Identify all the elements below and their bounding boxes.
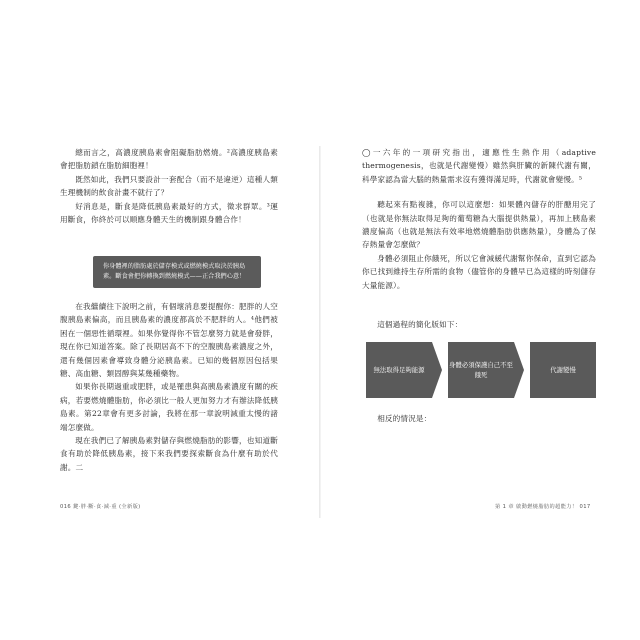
left-page-continued	[60, 300, 278, 474]
flow-step-protect-self: 身體必須保護自己不至餓死	[448, 342, 514, 398]
left-paragraph: 在我繼續往下說明之前，有個壞消息要提醒你：肥胖的人空腹胰島素偏高，而且胰島素的濃度都高於不肥胖的人。⁴他們被困在一個惡性循環裡。如果你覺得你不管怎麼努力就是會發胖，現在你已知道答案。除了長期居高不下的空腹胰島素濃度之外，還有幾個因素會導致身體分泌胰島素。已知的幾個原因包括果糖、高血糖、類固醇與某幾種藥物。	[60, 302, 278, 379]
left-paragraph: 既然如此，我們只要設計一套配合（而不是違逆）這種人類生理機制的飲食計畫不就行了？	[60, 174, 278, 198]
right-paragraph: ◯一六年的一項研究指出，適應性生熱作用（adaptive thermogenesis，也就是代謝變慢）雖然與肝臟的新陳代謝有關，科學家認為當大腦的熱量需求沒有獲得滿足時，代謝就會變慢。⁵	[362, 148, 596, 184]
flow-arrow-icon	[432, 342, 442, 398]
closing-line: 相反的情況是：	[377, 414, 432, 423]
right-paragraph: 身體必須阻止你餓死，所以它會減緩代謝幫你保命，直到它認為你已找到維持生存所需的食物（儘管你的身體早已為這樣的時刻儲存大量能源）。	[362, 253, 596, 290]
left-page	[60, 146, 278, 226]
right-page	[362, 146, 596, 292]
book-spine	[319, 146, 321, 518]
flow-arrow-icon	[514, 342, 524, 398]
highlight-callout: 你身體裡的脂肪處於儲存模式或燃燒模式取決於胰島素。斷食會把你轉換到燃燒模式——正合我們心意！	[93, 256, 261, 288]
left-paragraph: 總而言之，高濃度胰島素會阻礙脂肪燃燒。²高濃度胰島素會把脂肪鎖在脂肪細胞裡！	[60, 148, 278, 171]
right-paragraph: 聽起來有點複雜，你可以這麼想：如果體內儲存的肝醣用完了（也就是你無法取得足夠的葡萄糖為大腦提供熱量），再加上胰島素濃度偏高（也就是無法有效率地燃燒體脂肪供應熱量），身體為了保存熱量會怎麼做？	[362, 200, 596, 250]
left-page-footer: 016 鍵·胖·斷·食·減·重 (全新版)	[60, 504, 141, 510]
left-paragraph: 現在我們已了解胰島素對儲存與燃燒脂肪的影響，也知道斷食有助於降低胰島素，接下來我們要探索斷食為什麼有助於代謝。二	[60, 436, 278, 472]
left-paragraph: 好消息是，斷食是降低胰島素最好的方式，徵求群眾。³運用斷食，你終於可以順應身體天生的機制跟身體合作！	[60, 201, 278, 225]
flow-step-no-energy: 無法取得足夠能源	[366, 342, 432, 398]
flow-step-metabolism-slows: 代謝變慢	[530, 342, 596, 398]
left-paragraph: 如果你長期過重或肥胖，或是罹患與高胰島素濃度有關的疾病，若要燃燒體脂肪，你必須比一般人更加努力才有辦法降低胰島素。第22章會有更多討論，我將在那一章說明減重太慢的諸端怎麼做。	[60, 382, 278, 432]
right-page-footer: 第 1 章 啟動燃燒脂肪的超能力！ 017	[495, 504, 591, 510]
flow-intro: 這個過程的簡化版如下：	[377, 320, 463, 329]
